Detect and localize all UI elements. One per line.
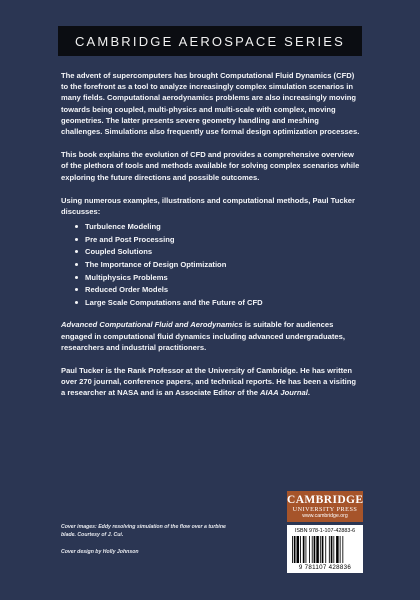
publisher-url: www.cambridge.org: [302, 513, 348, 519]
series-banner: [58, 26, 362, 56]
barcode-number: 9 781107 428836: [298, 564, 352, 571]
bullet-icon: [75, 263, 78, 266]
bullet-icon: [75, 276, 78, 279]
bullet-icon: [75, 250, 78, 253]
intro-paragraph: The advent of supercomputers has brought Computational Fluid Dynamics (CFD) to the forefront as a tool to analyze increasingly complex simulation scenarios in many fields. Computational aerodynamics problems are also increasingly moving towards being coupled, multi-physics and multi-scale with complex, moving geometries. The latter presents severe geometry handling and meshing challenges. Simulations also frequently use formal design optimization processes.: [61, 71, 360, 137]
list-item: Reduced Order Models: [75, 284, 361, 297]
bullet-icon: [75, 301, 78, 304]
bullet-icon: [75, 238, 78, 241]
list-item: The Importance of Design Optimization: [75, 259, 361, 272]
series-title: CAMBRIDGE AEROSPACE SERIES: [74, 33, 346, 49]
cover-image-credit: Cover images: Eddy resolving simulation of the flow over a turbine blade. Courtesy of J. Cui.: [61, 524, 226, 538]
author-paragraph: Paul Tucker is the Rank Professor at the University of Cambridge. He has written over 270 journal, conference papers, and technical reports. He has been a visiting a researcher at NASA and is an Associate Editor of the AIAA Journal.: [61, 366, 356, 398]
blurb: [61, 70, 361, 411]
bullet-icon: [75, 288, 78, 291]
audience-paragraph: Advanced Computational Fluid and Aerodynamics is suitable for audiences engaged in computational fluid dynamics including advanced undergraduates, researchers and industrial practitioners.: [61, 320, 345, 352]
list-item: Pre and Post Processing: [75, 234, 361, 247]
isbn-label: ISBN 978-1-107-42883-6: [294, 528, 356, 534]
journal-name: AIAA Journal: [260, 388, 308, 398]
publisher-name: CAMBRIDGE: [287, 494, 364, 506]
publisher-press: UNIVERSITY PRESS: [292, 506, 358, 513]
barcode-panel: [287, 525, 363, 573]
book-title: Advanced Computational Fluid and Aerodynamics: [61, 320, 243, 330]
list-item: Turbulence Modeling: [75, 221, 361, 234]
bullet-icon: [75, 225, 78, 228]
cover-design-credit: Cover design by Holly Johnson: [61, 549, 139, 555]
topics-list: [61, 221, 361, 309]
list-item: Large Scale Computations and the Future of CFD: [75, 297, 361, 310]
publisher-logo: [287, 491, 363, 522]
list-item: Multiphysics Problems: [75, 272, 361, 285]
topics-intro: Using numerous examples, illustrations and computational methods, Paul Tucker discusses:: [61, 195, 355, 217]
barcode-icon: [292, 536, 358, 563]
overview-paragraph: This book explains the evolution of CFD and provides a comprehensive overview of the plethora of tools and methods available for solving complex scenarios while exploring the future directions and possible outcomes.: [61, 150, 360, 182]
list-item: Coupled Solutions: [75, 246, 361, 259]
